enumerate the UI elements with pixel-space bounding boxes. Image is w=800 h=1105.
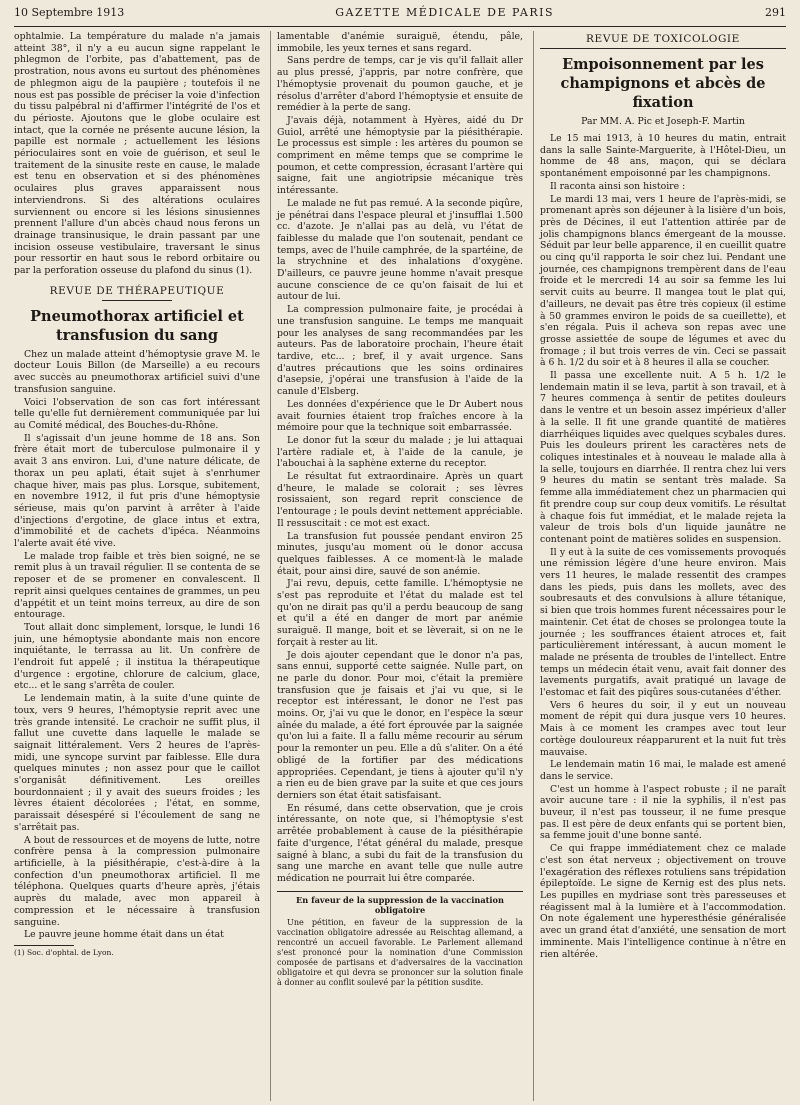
paragraph: Le mardi 13 mai, vers 1 heure de l'après-midi, se promenant après son déjeuner à la lisière d'un bois, près de Décines, il eut l'attention attirée par de jolis champignons blancs émergeant de la mousse. Séduit par leur belle apparence, il en cueillit quatre ou cinq qu'il rapporta le soir chez lui. Pendant une journée, ces champignons trempèrent dans de l'eau froide et le mercredi 14 au soir sa femme les lui servit cuits au beurre. Il mangea tout le plat qui, d'ailleurs, ne devait pas être très copieux (il estime à 50 grammes environ le poids de sa cueillette), et s'en régala. Puis il acheva son repas avec une grosse assiettée de soupe de légumes et avec du fromage ; il but trois verres de vin. Ceci se passait à 6 h. 1/2 du soir et à 8 heures il alla se coucher.: [540, 193, 786, 369]
paragraph: Le malade ne fut pas remué. A la seconde piqûre, je pénétrai dans l'espace pleural et j'insufflai 1.500 cc. d'azote. Je n'allai pas au delà, vu l'état de faiblesse du malade que l'on soutenait, pendant ce temps, avec de l'huile camphrée, de la spartéine, de la strychnine et des inhalations d'oxygène. D'ailleurs, ce pauvre jeune homme n'avait presque aucune conscience de ce qu'on faisait de lui et autour de lui.: [277, 197, 523, 303]
article-title-champignons: Empoisonnement par les champignons et abcès de fixation: [560, 56, 766, 111]
paragraph: Le lendemain matin, à la suite d'une quinte de toux, vers 9 heures, l'hémoptysie reprit avec une très grande intensité. Le crachoir ne suffit plus, il fallut une cuvette dans laquelle le malade se saignait littéralement. Vers 2 heures de l'après-midi, une syncope survint par faiblesse. Elle dura quelques minutes ; non assez pour que le caillot s'organisât définitivement. Les oreilles bourdonnaient ; il y avait des sueurs froides ; les lèvres étaient décolorées ; l'état, en somme, paraissait désespéré si l'écoulement de sang ne s'arrêtait pas.: [14, 693, 260, 833]
footnote: (1) Soc. d'ophtal. de Lyon.: [14, 947, 114, 957]
paragraph: Le pauvre jeune homme était dans un état: [24, 929, 224, 941]
box-rule: [277, 891, 523, 892]
paragraph: ophtalmie. La température du malade n'a jamais atteint 38°, il n'y a eu aucun signe rappelant le phlegmon de l'orbite, pas d'abattement, pas de prostration, nous avons eu surtout des phénomènes de phlegmon aigu de la paupière ; toutefois il ne nous est pas possible de préciser la voie d'infection du tissu palpébral ni d'affirmer l'intégrité de l'os et du périoste. Ajoutons que le globe oculaire est intact, que la cornée ne présente aucune lésion, la papille est normale ; actuellement les lésions périoculaires sont en voie de guérison, et seul le traitement de la sinusite reste en cause, le malade est tenu en observation et si des phénomènes oculaires plus graves apparaissent nous interviendrons. Si des altérations oculaires surviennent ou encore si les lésions sinusiennes prennent l'allure d'un abcès chaud nous ferons un drainage transinusique, le drain passant par une incision osseuse vestibulaire, traversant le sinus pour ressortir en haut sous le rebord orbitaire ou par la perforation osseuse du plafond du sinus (1).: [14, 31, 260, 277]
news-box-vaccination: [277, 891, 523, 987]
header-page-number: 291: [765, 6, 786, 19]
paragraph: Le malade trop faible et très bien soigné, ne se remit plus à un travail régulier. Il se contenta de se reposer et de se promener en convalescent. Il reprit ainsi quelques centaines de grammes, un peu d'appétit et un teint moins terreux, au dire de son entourage.: [14, 550, 260, 621]
paragraph: Chez un malade atteint d'hémoptysie grave M. le docteur Louis Billon (de Marseille) a eu recours avec succès au pneumothorax artificiel suivi d'une transfusion sanguine.: [14, 348, 260, 395]
paragraph: J'avais déjà, notamment à Hyères, aidé du Dr Guiol, arrêté une hémoptysie par la piésithérapie. Le processus est simple : les artères du poumon se compriment en même temps que se comprime le poumon, et cette compression, écrasant l'artère qui saigne, fait une angiotripsie mécanique très intéressante.: [277, 114, 523, 197]
page-header: [14, 6, 786, 24]
box-title: En faveur de la suppression de la vaccination obligatoire: [296, 894, 504, 915]
paragraph: lamentable d'anémie suraiguë, étendu, pâle, immobile, les yeux ternes et sans regard.: [277, 31, 523, 54]
article-title-pneumothorax: Pneumothorax artificiel et transfusion du sang: [30, 307, 244, 344]
paragraph: Il raconta ainsi son histoire :: [550, 180, 686, 192]
paragraph: Le résultat fut extraordinaire. Après un quart d'heure, le malade se colorait ; ses lèvres rosissaient, son regard reprit conscience de l'entourage ; le pouls devint nettement appréciable. Il ressuscitait : ce mot est exact.: [277, 471, 523, 529]
footnote-rule: [14, 945, 74, 946]
paragraph: Le donor fut la sœur du malade ; je lui attaquai l'artère radiale et, à l'aide de la canule, je l'abouchai à la saphène externe du receptor.: [277, 434, 523, 470]
section-title-therapeutique: REVUE DE THÉRAPEUTIQUE: [49, 284, 225, 297]
paragraph: Ce qui frappe immédiatement chez ce malade c'est son état nerveux ; objectivement on trouve l'exagération des réflexes rotuliens sans trépidation épileptoïde. Le signe de Kernig est des plus nets. Les pupilles en mydriase sont très paresseuses et réagissent mal à la lumière et à l'accommodation. On note également une hyperesthésie généralisée avec un grand état d'anxiété, une sensation de mort imminente. Mais l'intelligence continue à n'être en rien altérée.: [540, 843, 786, 960]
column-1: [14, 31, 260, 1101]
paragraph: J'ai revu, depuis, cette famille. L'hémoptysie ne s'est pas reproduite et l'état du malade est tel qu'on ne dirait pas qu'il a perdu beaucoup de sang et qu'il a été en danger de mort par anémie suraiguë. Il mange, boit et se lèverait, si on ne le forçait à rester au lit.: [277, 578, 523, 648]
header-rule: [14, 26, 786, 27]
paragraph: A bout de ressources et de moyens de lutte, notre confrère pensa à la compression pulmonaire artificielle, à la piésithérapie, c'est-à-dire à la confection d'un pneumothorax artificiel. Il me téléphona. Quelques quarts d'heure après, j'étais auprès du malade, avec mon appareil à compression et le nécessaire à transfusion sanguine.: [14, 834, 260, 928]
section-rule: [540, 48, 786, 49]
header-title: GAZETTE MÉDICALE DE PARIS: [335, 6, 555, 19]
paragraph: Il passa une excellente nuit. A 5 h. 1/2 le lendemain matin il se leva, partit à son travail, et à 7 heures commença à sentir de petites douleurs dans le ventre et un besoin assez impérieux d'aller à la selle. Il fit une grande quantité de matières diarrhéiques liquides avec quelques scybales dures. Puis les douleurs prirent les caractères nets de coliques intestinales et à nouveau le malade alla à la selle, toujours en diarrhée. Il rentra chez lui vers 9 heures du matin se sentant très malade. Sa femme alla immédiatement chez un pharmacien qui fit prendre coup sur coup deux vomitifs. Le résultat à chaque fois fut immédiat, et le malade rejeta la valeur de trois bols d'un liquide jaunâtre ne contenant point de matières solides en suspension.: [540, 370, 786, 545]
paragraph: Il y eut à la suite de ces vomissements provoqués une rémission légère d'une heure environ. Mais vers 11 heures, le malade ressentit des crampes dans les pieds, puis dans les mollets, avec des soubresauts et des convulsions à allure tétanique, si bien que trois hommes furent nécessaires pour le maintenir. Cet état de choses se prolongea toute la journée ; les souffrances étaient atroces et, fait particulièrement intéressant, à aucun moment le malade ne présenta de troubles de l'intellect. Entre temps un médecin était venu, avait fait donner des lavements purgatifs, avait pratiqué un lavage de l'estomac et fait des piqûres sous-cutanées d'éther.: [540, 546, 786, 699]
section-rule: [102, 300, 172, 301]
paragraph: Sans perdre de temps, car je vis qu'il fallait aller au plus pressé, j'appris, par notre confrère, que l'hémoptysie provenait du poumon gauche, et je résolus d'arrêter d'abord l'hémoptysie et ensuite de remédier à la perte de sang.: [277, 55, 523, 114]
section-title-toxicologie: REVUE DE TOXICOLOGIE: [586, 33, 740, 45]
paragraph: Il s'agissait d'un jeune homme de 18 ans. Son frère était mort de tuberculose pulmonaire il y avait 3 ans environ. Lui, d'une nature délicate, de thorax un peu aplati, était sujet à s'enrhumer chaque hiver, mais pas plus. Lorsque, subitement, en novembre 1912, il fut pris d'une hémoptysie sérieuse, mais qu'on parvint à arrêter à l'aide d'injections d'ergotine, de glace intus et extra, d'immobilité et de cachets d'ipéca. Néanmoins l'alerte avait été vive.: [14, 432, 260, 550]
paragraph: Les données d'expérience que le Dr Aubert nous avait fournies étaient trop fraîches encore à la mémoire pour que la technique soit embarrassée.: [277, 398, 523, 434]
paragraph: Le 15 mai 1913, à 10 heures du matin, entrait dans la salle Sainte-Marguerite, à l'Hôtel-Dieu, un homme de 48 ans, maçon, qui se déclara spontanément empoisonné par les champignons.: [540, 133, 786, 180]
paragraph: La compression pulmonaire faite, je procédai à une transfusion sanguine. Le temps me manquait pour les analyses de sang recommandées par les auteurs. Pas de laboratoire prochain, l'heure était tardive, etc... ; bref, il y avait urgence. Sans d'autres précautions que les soins ordinaires d'asepsie, j'opérai une transfusion à l'aide de la canule d'Elsberg.: [277, 304, 523, 398]
article-byline: Par MM. A. Pic et Joseph-F. Martin: [581, 116, 745, 127]
column-2: [270, 31, 523, 1101]
column-3: [533, 31, 786, 1101]
paragraph: Vers 6 heures du soir, il y eut un nouveau moment de répit qui dura jusque vers 10 heures. Mais à ce moment les crampes avec tout leur cortège douloureux réapparurent et la nuit fut très mauvaise.: [540, 699, 786, 758]
columns: [14, 31, 786, 1101]
header-date: 10 Septembre 1913: [14, 6, 125, 19]
paragraph: Le lendemain matin 16 mai, le malade est amené dans le service.: [540, 759, 786, 782]
paragraph: C'est un homme à l'aspect robuste ; il ne paraît avoir aucune tare : il nie la syphilis, il n'est pas buveur, il n'est pas tousseur, il ne fume presque pas. Il est père de deux enfants qui se portent bien, sa femme jouit d'une bonne santé.: [540, 783, 786, 842]
box-text: Une pétition, en faveur de la suppression de la vaccination obligatoire adressée au Reischtag allemand, a rencontré un accueil favorable. Le Parlement allemand s'est prononcé pour la nomination d'une Commission composée de partisans et d'adversaires de la vaccination obligatoire et qui devra se prononcer sur la solution finale à donner au conflit soulevé par la pétition susdite.: [277, 916, 523, 987]
paragraph: Tout allait donc simplement, lorsque, le lundi 16 juin, une hémoptysie abondante mais non encore inquiétante, le terrassa au lit. Un confrère de l'endroit fut appelé ; il institua la thérapeutique d'urgence : ergotine, chlorure de calcium, glace, etc... et le sang s'arrêta de couler.: [14, 621, 260, 692]
paragraph: Je dois ajouter cependant que le donor n'a pas, sans ennui, supporté cette saignée. Nulle part, on ne parle du donor. Pour moi, c'était la première transfusion que je faisais et j'ai vu que, si le receptor est intéressant, le donor ne l'est pas moins. Or, j'ai vu que le donor, en l'espèce la sœur aînée du malade, a été fort éprouvée par la saignée qu'on lui a faite. Il a fallu même recourir au sérum pour la remonter un peu. Elle a dû s'aliter. On a été obligé de la fortifier par des médications appropriées. Cependant, je tiens à ajouter qu'il n'y a rien eu de bien grave par la suite et que ces jours derniers son état était satisfaisant.: [277, 649, 523, 801]
paragraph: Voici l'observation de son cas fort intéressant telle qu'elle fut dernièrement communiquée par lui au Comité médical, des Bouches-du-Rhône.: [14, 396, 260, 431]
paragraph: En résumé, dans cette observation, que je crois intéressante, on note que, si l'hémoptysie s'est arrêtée probablement à cause de la piésithérapie faite d'urgence, l'état général du malade, presque saigné à blanc, a subi du fait de la transfusion du sang une marche en avant telle que nulle autre médication ne pourrait lui être comparée.: [277, 802, 523, 884]
paragraph: La transfusion fut poussée pendant environ 25 minutes, jusqu'au moment où le donor accusa quelques faiblesses. A ce moment-là le malade était, pour ainsi dire, sauvé de son anémie.: [277, 530, 523, 577]
